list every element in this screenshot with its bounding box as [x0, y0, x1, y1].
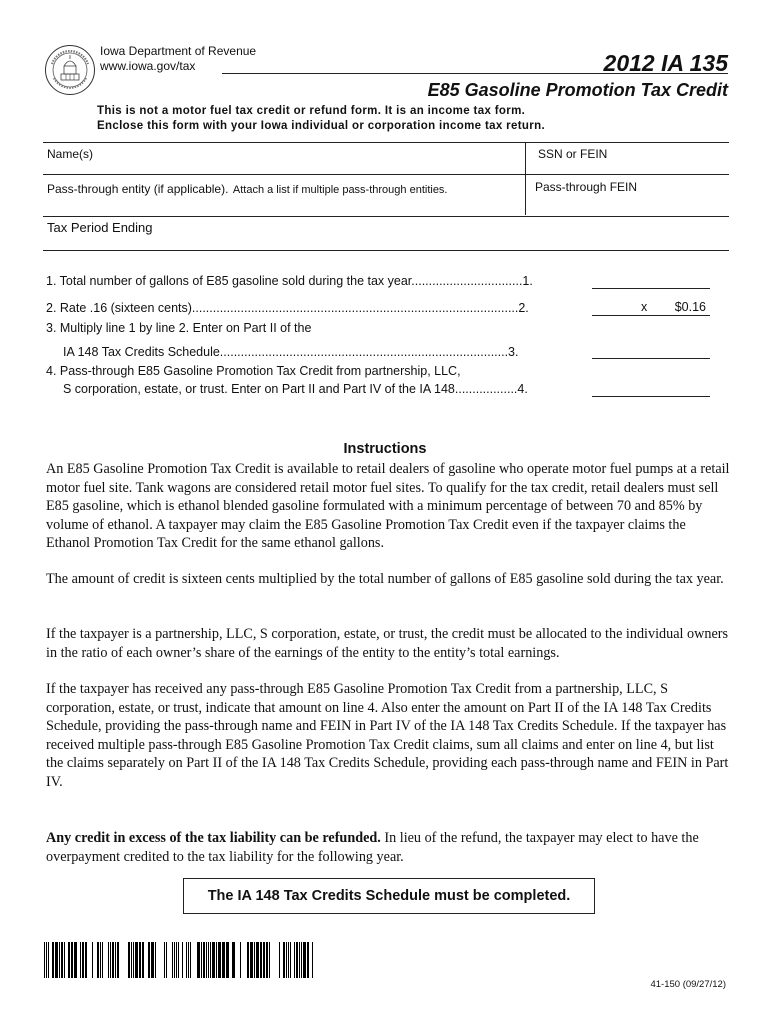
line-2-rate-value: $0.16: [674, 300, 706, 314]
line-1-input[interactable]: [592, 274, 710, 289]
line-4-input[interactable]: [592, 382, 710, 397]
instructions-paragraph-4: If the taxpayer has received any pass-through E85 Gasoline Promotion Tax Credit from a partnership, LLC, S corporation, estate, or trust, indicate that amount on line 4. Also enter the amount on Part II of the IA 148 Tax Credits Schedule, providing the pass-through name and FEIN in Part IV of the IA 148 Tax Credits Schedule. If the taxpayer has received multiple pass-through E85 Gasoline Promotion Tax Credit claims, sum all claims and enter on line 4, but list the claims separately on Part II of the IA 148 Tax Credits Schedule, providing each pass-through name and FEIN in Part IV.: [46, 681, 729, 790]
passthrough-fein-field[interactable]: Pass-through FEIN: [535, 180, 638, 194]
line-1-label: 1. Total number of gallons of E85 gasoline sold during the tax year................................1.: [46, 274, 533, 288]
line-3-label-b: IA 148 Tax Credits Schedule...................................................................................3.: [63, 345, 519, 359]
barcode-icon: [44, 942, 316, 978]
instructions-paragraph-3: If the taxpayer is a partnership, LLC, S corporation, estate, or trust, the credit must be allocated to the individual owners in the ratio of each owner’s share of the earnings of the entity to the entity’s total earnings.: [46, 626, 728, 661]
ssn-fein-field[interactable]: SSN or FEIN: [538, 147, 608, 161]
form-title: E85 Gasoline Promotion Tax Credit: [427, 80, 728, 100]
line-3-label-a: 3. Multiply line 1 by line 2. Enter on Part II of the: [46, 321, 312, 335]
refund-statement-rest: In lieu of the refund, the taxpayer may elect to have the overpayment credited to the tax liability for the following year.: [46, 830, 699, 865]
notice-line-2: Enclose this form with your Iowa individual or corporation income tax return.: [97, 120, 546, 132]
passthrough-entity-note: Attach a list if multiple pass-through entities.: [232, 184, 448, 196]
form-code: 41-150 (09/27/12): [650, 979, 726, 990]
department-name: Iowa Department of Revenue: [100, 44, 257, 58]
line-4-label-a: 4. Pass-through E85 Gasoline Promotion Tax Credit from partnership, LLC,: [46, 364, 461, 378]
instructions-paragraph-5: [46, 829, 730, 866]
box-vertical-divider: [525, 142, 526, 215]
notice-line-1: This is not a motor fuel tax credit or refund form. It is an income tax form.: [97, 105, 526, 117]
box-divider: [43, 174, 729, 175]
instructions-paragraph-2: The amount of credit is sixteen cents multiplied by the total number of gallons of E85 gasoline sold during the tax year.: [46, 571, 724, 587]
notice-block: [97, 104, 545, 134]
line-2-label: 2. Rate .16 (sixteen cents)..............................................................................................2.: [46, 301, 529, 315]
refund-statement: Any credit in excess of the tax liability can be refunded.: [46, 830, 381, 846]
names-field[interactable]: Name(s): [47, 147, 94, 161]
instructions-paragraph-1: An E85 Gasoline Promotion Tax Credit is available to retail dealers of gasoline who operate motor fuel pumps at a retail motor fuel site. Tank wagons are considered retail motor fuel sites. To qualify for the tax credit, retail dealers must sell E85 gasoline, which is ethanol blended gasoline formulated with a minimum percentage of between 70 and 85% by volume of ethanol. A taxpayer may claim the E85 Gasoline Promotion Tax Credit even if the taxpayer claims the Ethanol Promotion Tax Credit for the same ethanol gallons.: [46, 461, 730, 551]
line-4-label-b: S corporation, estate, or trust. Enter on Part II and Part IV of the IA 148..................4.: [63, 382, 528, 396]
instructions-heading: Instructions: [343, 441, 427, 457]
schedule-callout: The IA 148 Tax Credits Schedule must be completed.: [183, 878, 595, 914]
passthrough-entity-field[interactable]: [47, 180, 448, 198]
state-seal-icon: [44, 44, 96, 96]
line-3-input[interactable]: [592, 344, 710, 359]
tax-period-field[interactable]: Tax Period Ending: [47, 220, 153, 235]
passthrough-entity-label: Pass-through entity (if applicable).: [47, 182, 229, 196]
department-block: [100, 44, 256, 74]
department-website[interactable]: www.iowa.gov/tax: [100, 59, 196, 73]
line-2-multiply-sign: x: [641, 300, 648, 314]
tax-period-rule: [43, 250, 729, 251]
form-number: 2012 IA 135: [603, 50, 728, 76]
